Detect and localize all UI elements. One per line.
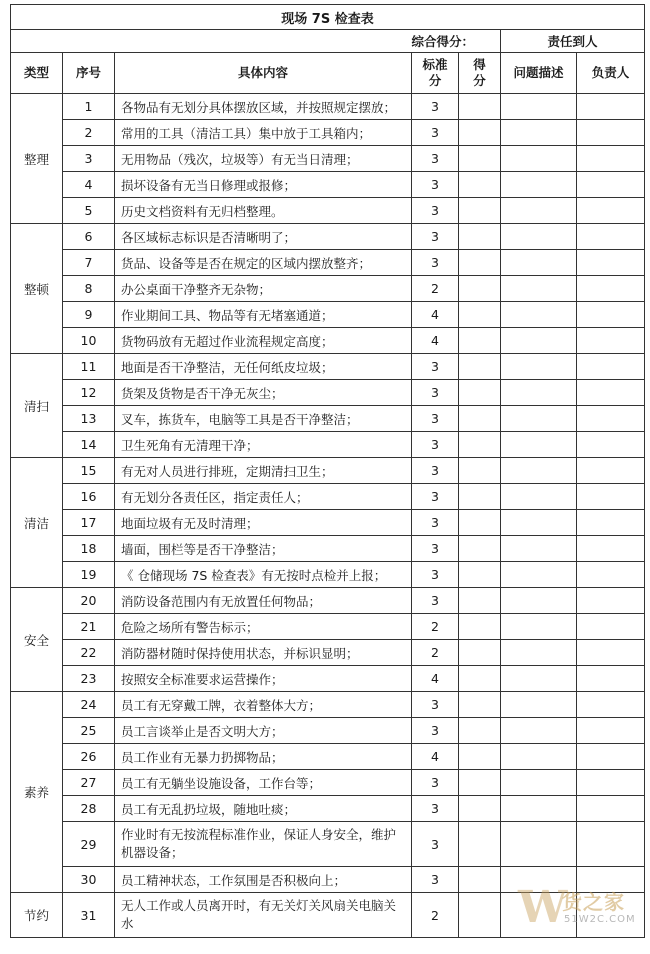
seq-cell: 9 [63,302,115,328]
content-cell: 按照安全标准要求运营操作； [115,666,412,692]
score-cell[interactable] [459,432,501,458]
issue-cell[interactable] [501,328,577,354]
table-row [11,276,645,302]
issue-cell[interactable] [501,562,577,588]
content-cell: 作业期间工具、物品等有无堵塞通道； [115,302,412,328]
content-cell: 货品、设备等是否在规定的区域内摆放整齐； [115,250,412,276]
owner-cell[interactable] [577,614,645,640]
header-content: 具体内容 [115,53,412,94]
table-row [11,562,645,588]
owner-cell[interactable] [577,562,645,588]
owner-cell[interactable] [577,484,645,510]
table-row [11,198,645,224]
category-cell: 整理 [11,94,63,224]
header-seq: 序号 [63,53,115,94]
standard-score-cell: 4 [412,744,459,770]
seq-cell: 21 [63,614,115,640]
table-row [11,172,645,198]
issue-cell[interactable] [501,718,577,744]
content-cell: 《 仓储现场 7S 检查表》有无按时点检并上报； [115,562,412,588]
score-cell[interactable] [459,120,501,146]
issue-cell[interactable] [501,432,577,458]
issue-cell[interactable] [501,302,577,328]
score-cell[interactable] [459,536,501,562]
seq-cell: 18 [63,536,115,562]
issue-cell[interactable] [501,796,577,822]
owner-cell[interactable] [577,822,645,867]
seq-cell: 12 [63,380,115,406]
table-row [11,692,645,718]
owner-cell[interactable] [577,744,645,770]
seq-cell: 3 [63,146,115,172]
table-row [11,432,645,458]
score-cell[interactable] [459,198,501,224]
seq-cell: 25 [63,718,115,744]
content-cell: 常用的工具（清洁工具）集中放于工具箱内； [115,120,412,146]
score-cell[interactable] [459,796,501,822]
table-row [11,146,645,172]
owner-cell[interactable] [577,666,645,692]
content-cell: 员工作业有无暴力扔掷物品； [115,744,412,770]
table-row [11,484,645,510]
score-cell[interactable] [459,458,501,484]
content-cell: 危险之场所有警告标示； [115,614,412,640]
issue-cell[interactable] [501,614,577,640]
score-cell[interactable] [459,276,501,302]
seq-cell: 31 [63,893,115,938]
seq-cell: 28 [63,796,115,822]
standard-score-cell: 3 [412,718,459,744]
standard-score-cell: 3 [412,588,459,614]
owner-cell[interactable] [577,432,645,458]
issue-cell[interactable] [501,146,577,172]
score-cell[interactable] [459,893,501,938]
issue-cell[interactable] [501,276,577,302]
header-standard: 标准分 [412,53,459,94]
table-row [11,380,645,406]
issue-cell[interactable] [501,510,577,536]
header-row [11,53,645,94]
standard-score-cell: 4 [412,666,459,692]
table-row [11,328,645,354]
content-cell: 消防器材随时保持使用状态，并标识显明； [115,640,412,666]
standard-score-cell: 4 [412,302,459,328]
score-cell[interactable] [459,692,501,718]
content-cell: 各区域标志标识是否清晰明了； [115,224,412,250]
owner-cell[interactable] [577,588,645,614]
owner-cell[interactable] [577,250,645,276]
content-cell: 卫生死角有无清理干净； [115,432,412,458]
issue-cell[interactable] [501,198,577,224]
score-cell[interactable] [459,484,501,510]
owner-cell[interactable] [577,770,645,796]
standard-score-cell: 2 [412,614,459,640]
issue-cell[interactable] [501,666,577,692]
table-row [11,302,645,328]
seq-cell: 23 [63,666,115,692]
issue-cell[interactable] [501,484,577,510]
standard-score-cell: 3 [412,692,459,718]
standard-score-cell: 2 [412,640,459,666]
table-row [11,640,645,666]
content-cell: 消防设备范围内有无放置任何物品； [115,588,412,614]
table-row [11,458,645,484]
score-cell[interactable] [459,588,501,614]
table-row [11,250,645,276]
table-row [11,822,645,867]
owner-cell[interactable] [577,536,645,562]
standard-score-cell: 4 [412,328,459,354]
content-cell: 货架及货物是否干净无灰尘； [115,380,412,406]
seq-cell: 22 [63,640,115,666]
score-cell[interactable] [459,146,501,172]
category-cell: 安全 [11,588,63,692]
standard-score-cell: 3 [412,198,459,224]
score-cell[interactable] [459,822,501,867]
seq-cell: 14 [63,432,115,458]
owner-cell[interactable] [577,796,645,822]
table-row [11,770,645,796]
watermark-logo-icon: W [518,882,568,933]
content-cell: 损坏设备有无当日修理或报修； [115,172,412,198]
seq-cell: 24 [63,692,115,718]
score-cell[interactable] [459,666,501,692]
issue-cell[interactable] [501,94,577,120]
score-cell[interactable] [459,380,501,406]
score-cell[interactable] [459,328,501,354]
content-cell: 员工有无躺坐设施设备，工作台等； [115,770,412,796]
checklist-table [10,4,645,938]
issue-cell[interactable] [501,692,577,718]
score-cell[interactable] [459,744,501,770]
responsibility-label: 责任到人 [501,30,645,53]
table-row [11,120,645,146]
score-cell[interactable] [459,640,501,666]
issue-cell[interactable] [501,536,577,562]
table-row [11,94,645,120]
issue-cell[interactable] [501,172,577,198]
seq-cell: 19 [63,562,115,588]
seq-cell: 2 [63,120,115,146]
owner-cell[interactable] [577,198,645,224]
seq-cell: 6 [63,224,115,250]
standard-score-cell: 3 [412,562,459,588]
score-cell[interactable] [459,224,501,250]
standard-score-cell: 3 [412,536,459,562]
standard-score-cell: 3 [412,120,459,146]
score-cell[interactable] [459,614,501,640]
issue-cell[interactable] [501,770,577,796]
issue-cell[interactable] [501,822,577,867]
standard-score-cell: 3 [412,510,459,536]
standard-score-cell: 3 [412,94,459,120]
score-cell[interactable] [459,250,501,276]
category-cell: 节约 [11,893,63,938]
standard-score-cell: 3 [412,172,459,198]
issue-cell[interactable] [501,406,577,432]
score-cell[interactable] [459,718,501,744]
standard-score-cell: 3 [412,867,459,893]
header-type: 类型 [11,53,63,94]
owner-cell[interactable] [577,146,645,172]
owner-cell[interactable] [577,120,645,146]
seq-cell: 1 [63,94,115,120]
category-cell: 清洁 [11,458,63,588]
score-cell[interactable] [459,510,501,536]
standard-score-cell: 3 [412,250,459,276]
score-cell[interactable] [459,172,501,198]
owner-cell[interactable] [577,640,645,666]
category-cell: 清扫 [11,354,63,458]
standard-score-cell: 3 [412,432,459,458]
standard-score-cell: 3 [412,458,459,484]
standard-score-cell: 3 [412,380,459,406]
owner-cell[interactable] [577,354,645,380]
header-issue: 问题描述 [501,53,577,94]
issue-cell[interactable] [501,224,577,250]
owner-cell[interactable] [577,380,645,406]
category-cell: 素养 [11,692,63,893]
owner-cell[interactable] [577,718,645,744]
score-cell[interactable] [459,770,501,796]
seq-cell: 16 [63,484,115,510]
table-row [11,718,645,744]
seq-cell: 20 [63,588,115,614]
category-cell: 整顿 [11,224,63,354]
seq-cell: 8 [63,276,115,302]
table-row [11,666,645,692]
owner-cell[interactable] [577,224,645,250]
standard-score-cell: 3 [412,406,459,432]
owner-cell[interactable] [577,406,645,432]
table-row [11,536,645,562]
standard-score-cell: 3 [412,224,459,250]
seq-cell: 10 [63,328,115,354]
content-cell: 货物码放有无超过作业流程规定高度； [115,328,412,354]
score-cell[interactable] [459,406,501,432]
content-cell: 有无划分各责任区，指定责任人； [115,484,412,510]
seq-cell: 30 [63,867,115,893]
content-cell: 地面垃圾有无及时清理； [115,510,412,536]
score-cell[interactable] [459,354,501,380]
header-owner: 负责人 [577,53,645,94]
seq-cell: 5 [63,198,115,224]
watermark-url: 51W2C.COM [564,914,636,925]
table-row [11,224,645,250]
seq-cell: 29 [63,822,115,867]
owner-cell[interactable] [577,458,645,484]
owner-cell[interactable] [577,94,645,120]
issue-cell[interactable] [501,744,577,770]
seq-cell: 27 [63,770,115,796]
standard-score-cell: 3 [412,770,459,796]
title-row [11,5,645,30]
score-label: 综合得分： [412,30,501,53]
standard-score-cell: 3 [412,822,459,867]
content-cell: 各物品有无划分具体摆放区域，并按照规定摆放； [115,94,412,120]
seq-cell: 17 [63,510,115,536]
issue-cell[interactable] [501,354,577,380]
seq-cell: 7 [63,250,115,276]
content-cell: 有无对人员进行排班，定期清扫卫生； [115,458,412,484]
checklist-sheet [10,4,644,938]
content-cell: 墙面，围栏等是否干净整洁； [115,536,412,562]
content-cell: 办公桌面干净整齐无杂物； [115,276,412,302]
owner-cell[interactable] [577,510,645,536]
issue-cell[interactable] [501,120,577,146]
seq-cell: 4 [63,172,115,198]
issue-cell[interactable] [501,458,577,484]
score-spacer [11,30,412,53]
content-cell: 员工精神状态，工作氛围是否积极向上； [115,867,412,893]
table-row [11,614,645,640]
seq-cell: 15 [63,458,115,484]
owner-cell[interactable] [577,302,645,328]
table-row [11,406,645,432]
header-score: 得分 [459,53,501,94]
seq-cell: 11 [63,354,115,380]
owner-cell[interactable] [577,328,645,354]
table-row [11,510,645,536]
standard-score-cell: 3 [412,146,459,172]
issue-cell[interactable] [501,380,577,406]
table-row [11,354,645,380]
content-cell: 地面是否干净整洁，无任何纸皮垃圾； [115,354,412,380]
content-cell: 员工有无乱扔垃圾，随地吐痰； [115,796,412,822]
content-cell: 员工言谈举止是否文明大方； [115,718,412,744]
owner-cell[interactable] [577,692,645,718]
table-title: 现场 7S 检查表 [11,5,645,30]
standard-score-cell: 3 [412,354,459,380]
score-cell[interactable] [459,562,501,588]
score-cell[interactable] [459,302,501,328]
standard-score-cell: 2 [412,276,459,302]
content-cell: 作业时有无按流程标准作业，保证人身安全，维护机器设备； [115,822,412,867]
owner-cell[interactable] [577,276,645,302]
watermark-name: 货之家 [562,890,625,914]
content-cell: 无用物品（残次，垃圾等）有无当日清理； [115,146,412,172]
content-cell: 员工有无穿戴工牌，衣着整体大方； [115,692,412,718]
issue-cell[interactable] [501,640,577,666]
standard-score-cell: 3 [412,796,459,822]
score-row [11,30,645,53]
table-row [11,588,645,614]
content-cell: 无人工作或人员离开时，有无关灯关风扇关电脑关水 [115,893,412,938]
standard-score-cell: 3 [412,484,459,510]
score-cell[interactable] [459,94,501,120]
table-row [11,796,645,822]
seq-cell: 13 [63,406,115,432]
table-row [11,744,645,770]
issue-cell[interactable] [501,250,577,276]
owner-cell[interactable] [577,172,645,198]
content-cell: 历史文档资料有无归档整理。 [115,198,412,224]
watermark [518,880,648,940]
score-cell[interactable] [459,867,501,893]
content-cell: 叉车，拣货车，电脑等工具是否干净整洁； [115,406,412,432]
seq-cell: 26 [63,744,115,770]
standard-score-cell: 2 [412,893,459,938]
issue-cell[interactable] [501,588,577,614]
